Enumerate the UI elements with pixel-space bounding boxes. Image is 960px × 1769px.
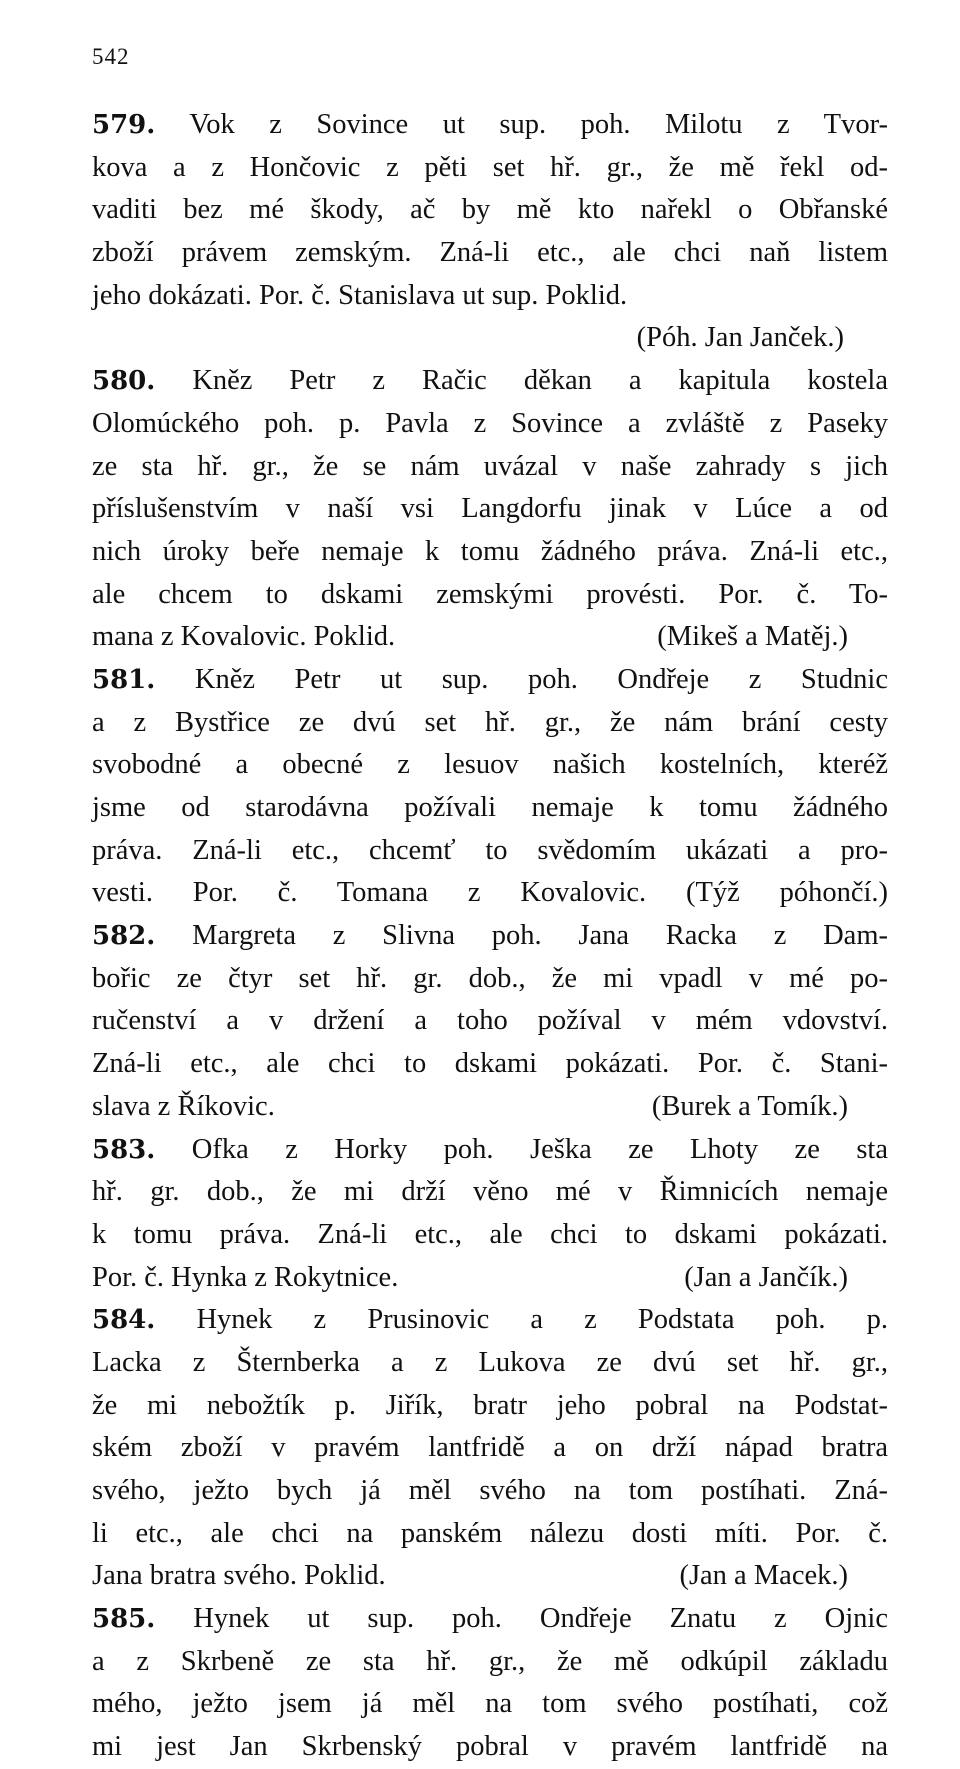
line-text: Olomúckého poh. p. Pavla z Sovince a zvláště z Paseky <box>92 407 888 439</box>
line-text: ale chcem to dskami zemskými provésti. Por. č. To- <box>92 578 888 610</box>
text-line <box>92 189 888 232</box>
line-text: Por. č. Hynka z Rokytnice. <box>92 1261 399 1293</box>
text-line <box>92 915 888 958</box>
text-line <box>92 1043 888 1086</box>
text-line <box>92 1598 888 1641</box>
line-text: Jana bratra svého. Poklid. <box>92 1560 386 1592</box>
text-line <box>92 830 888 873</box>
text-line <box>92 574 888 617</box>
text-line <box>92 702 888 745</box>
line-text: slava z Říkovic. <box>92 1090 275 1122</box>
text-line <box>92 872 888 915</box>
line-text: Kněz Petr z Račic děkan a kapitula kostela <box>155 365 888 397</box>
line-text: jsme od starodávna požívali nemaje k tomu žádného <box>92 792 888 823</box>
text-line <box>92 531 888 574</box>
text-line <box>92 1470 888 1513</box>
page-number: 542 <box>92 44 130 69</box>
line-text: svého, ježto bych já měl svého na tom postíhati. Zná- <box>92 1475 888 1506</box>
text-line <box>92 232 888 275</box>
line-text: jeho dokázati. Por. č. Stanislava ut sup. Poklid. <box>92 279 628 311</box>
text-line <box>92 1214 888 1257</box>
entry-number: 582. <box>92 921 156 952</box>
line-text: (Póh. Jan Janček.) <box>636 322 844 354</box>
text-line <box>92 1385 888 1428</box>
line-text: ručenství a v držení a toho požíval v mém vdovství. <box>92 1005 888 1037</box>
line-text: vaditi bez mé škody, ač by mě kto nařekl o Obřanské <box>92 194 888 226</box>
entry-number: 584. <box>92 1305 156 1336</box>
text-line <box>92 1171 888 1214</box>
entry-number: 579. <box>92 110 156 140</box>
text-line <box>92 403 888 446</box>
text-line <box>92 147 888 190</box>
text-line <box>92 659 888 702</box>
line-text: Vok z Sovince ut sup. poh. Milotu z Tvor- <box>155 109 888 140</box>
line-text: k tomu práva. Zná-li etc., ale chci to dskami pokázati. <box>92 1218 888 1250</box>
line-text: mého, ježto jsem já měl na tom svého postíhati, což <box>92 1688 888 1720</box>
text-line <box>92 446 888 489</box>
line-text: že mi nebožtík p. Jiřík, bratr jeho pobral na Podstat- <box>92 1389 888 1421</box>
text-line <box>92 1086 888 1129</box>
text-line <box>92 1257 888 1300</box>
line-text: Margreta z Slivna poh. Jana Racka z Dam- <box>155 920 888 952</box>
line-text: svobodné a obecné z lesuov našich kostelních, kteréž <box>92 749 888 781</box>
line-text: kova a z Hončovic z pěti set hř. gr., že mě řekl od- <box>92 151 888 183</box>
line-attribution: (Jan a Macek.) <box>679 1560 848 1592</box>
line-text: příslušenstvím v naší vsi Langdorfu jinak v Lúce a od <box>92 493 888 525</box>
line-text: hř. gr. dob., že mi drží věno mé v Řimnicích nemaje <box>92 1176 888 1208</box>
line-text: mana z Kovalovic. Poklid. <box>92 621 396 653</box>
line-text: Zná-li etc., ale chci to dskami pokázati. Por. č. Stani- <box>92 1048 888 1080</box>
text-line <box>92 275 888 318</box>
text-line <box>92 616 888 659</box>
line-attribution: (Burek a Tomík.) <box>651 1090 848 1122</box>
text-line <box>92 958 888 1001</box>
text-line <box>92 1342 888 1385</box>
text-line <box>92 1427 888 1470</box>
text-line <box>92 1641 888 1684</box>
entry-number: 580. <box>92 366 156 397</box>
line-text: bořic ze čtyr set hř. gr. dob., že mi vpadl v mé po- <box>92 962 888 994</box>
line-text: a z Skrbeně ze sta hř. gr., že mě odkúpil základu <box>92 1645 888 1677</box>
line-attribution: (Mikeš a Matěj.) <box>657 621 848 653</box>
line-text: ze sta hř. gr., že se nám uvázal v naše zahrady s jich <box>92 450 888 482</box>
line-text: Hynek z Prusinovic a z Podstata poh. p. <box>155 1304 888 1336</box>
line-text: ském zboží v pravém lantfridě a on drží nápad bratra <box>92 1432 888 1464</box>
text-line <box>92 1299 888 1342</box>
line-text: Lacka z Šternberka a z Lukova ze dvú set hř. gr., <box>92 1346 888 1378</box>
text-line <box>92 317 888 360</box>
line-text: práva. Zná-li etc., chcemť to svědomím ukázati a pro- <box>92 834 888 866</box>
text-line <box>92 744 888 787</box>
text-line <box>92 1683 888 1726</box>
line-text: zboží právem zemským. Zná-li etc., ale chci naň listem <box>92 237 888 269</box>
text-line <box>92 1000 888 1043</box>
line-attribution: (Jan a Jančík.) <box>684 1261 848 1293</box>
text-line <box>92 1555 888 1598</box>
text-line <box>92 488 888 531</box>
entry-number: 581. <box>92 664 156 695</box>
text-line <box>92 1513 888 1556</box>
entry-text-block <box>92 104 888 1769</box>
line-text: vesti. Por. č. Tomana z Kovalovic. (Týž póhončí.) <box>92 877 888 909</box>
text-line <box>92 1726 888 1769</box>
entry-number: 583. <box>92 1134 156 1165</box>
text-line <box>92 360 888 403</box>
line-text: nich úroky beře nemaje k tomu žádného práva. Zná-li etc., <box>92 535 888 567</box>
line-text: Kněz Petr ut sup. poh. Ondřeje z Studnic <box>155 663 888 695</box>
entry-number: 585. <box>92 1604 156 1635</box>
line-text: Ofka z Horky poh. Ješka ze Lhoty ze sta <box>155 1133 888 1165</box>
line-text: mi jest Jan Skrbenský pobral v pravém lantfridě na <box>92 1731 888 1763</box>
text-line <box>92 104 888 147</box>
text-line <box>92 787 888 830</box>
line-text: li etc., ale chci na panském nálezu dosti míti. Por. č. <box>92 1517 888 1549</box>
line-text: a z Bystřice ze dvú set hř. gr., že nám brání cesty <box>92 706 888 738</box>
line-text: Hynek ut sup. poh. Ondřeje Znatu z Ojnic <box>155 1603 888 1635</box>
text-line <box>92 1129 888 1172</box>
